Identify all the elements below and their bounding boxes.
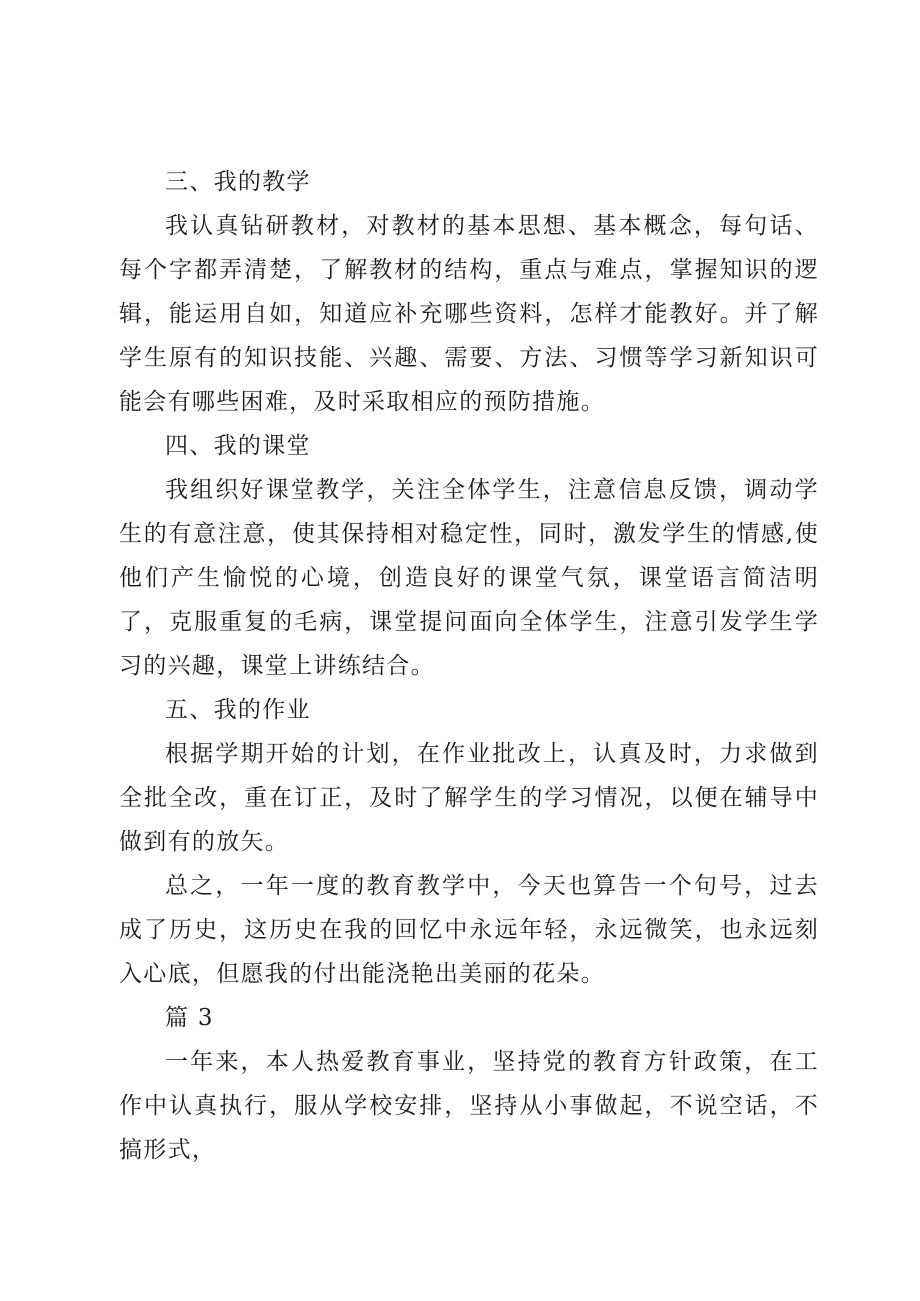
paragraph-homework: 根据学期开始的计划，在作业批改上，认真及时，力求做到全批全改，重在订正，及时了解学生的学习情况，以便在辅导中做到有的放矢。 xyxy=(119,741,819,855)
section-heading-classroom: 四、我的课堂 xyxy=(165,433,311,459)
section-heading-part-3: 篇 3 xyxy=(165,1005,214,1031)
paragraph-teaching: 我认真钻研教材，对教材的基本思想、基本概念，每句话、每个字都弄清楚，了解教材的结构，重点与难点，掌握知识的逻辑，能运用自如，知道应补充哪些资料，怎样才能教好。并了解学生原有的知识技能、兴趣、需要、方法、习惯等学习新知识可能会有哪些困难，及时采取相应的预防措施。 xyxy=(119,213,819,415)
section-heading-homework: 五、我的作业 xyxy=(165,697,311,723)
document-body xyxy=(119,160,819,1172)
paragraph-classroom: 我组织好课堂教学，关注全体学生，注意信息反馈，调动学生的有意注意，使其保持相对稳定性，同时，激发学生的情感,使他们产生愉悦的心境，创造良好的课堂气氛，课堂语言简洁明了，克服重复的毛病，课堂提问面向全体学生，注意引发学生学习的兴趣，课堂上讲练结合。 xyxy=(119,477,819,679)
section-heading-teaching: 三、我的教学 xyxy=(165,169,311,195)
paragraph-summary: 总之，一年一度的教育教学中，今天也算告一个句号，过去成了历史，这历史在我的回忆中永远年轻，永远微笑，也永远刻入心底，但愿我的付出能浇艳出美丽的花朵。 xyxy=(119,873,819,987)
paragraph-part-3-intro: 一年来，本人热爱教育事业，坚持党的教育方针政策，在工作中认真执行，服从学校安排，坚持从小事做起，不说空话，不搞形式， xyxy=(119,1049,819,1163)
